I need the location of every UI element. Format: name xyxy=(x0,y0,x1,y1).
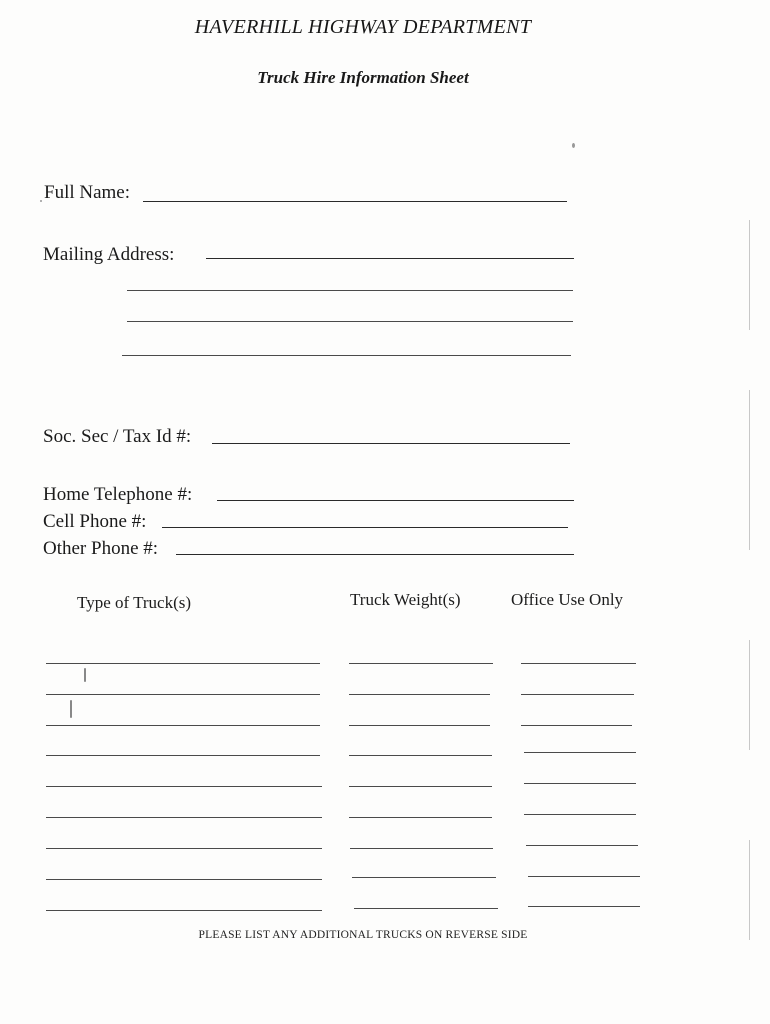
scan-speck xyxy=(40,200,42,202)
mailing-address-line-1[interactable] xyxy=(206,258,574,259)
type-of-truck-header: Type of Truck(s) xyxy=(77,593,192,612)
truck-weight-line[interactable] xyxy=(349,725,490,726)
mailing-address-line-3[interactable] xyxy=(127,321,573,322)
office-use-line[interactable] xyxy=(524,752,636,753)
full-name-line[interactable] xyxy=(143,201,567,202)
truck-weight-line[interactable] xyxy=(349,694,490,695)
additional-trucks-note: PLEASE LIST ANY ADDITIONAL TRUCKS ON REVERSE SIDE xyxy=(198,929,528,941)
cell-phone-line[interactable] xyxy=(162,527,568,528)
mailing-address-line-4[interactable] xyxy=(122,355,571,356)
office-use-line[interactable] xyxy=(528,876,640,877)
full-name-label: Full Name: xyxy=(44,182,131,203)
truck-type-line[interactable] xyxy=(46,879,322,880)
form-subtitle: Truck Hire Information Sheet xyxy=(257,68,469,87)
office-use-line[interactable] xyxy=(521,694,634,695)
department-title: HAVERHILL HIGHWAY DEPARTMENT xyxy=(194,16,532,38)
scan-speck xyxy=(572,143,575,148)
other-phone-label: Other Phone #: xyxy=(43,538,159,559)
office-use-line[interactable] xyxy=(524,783,636,784)
office-use-line[interactable] xyxy=(521,663,636,664)
scan-edge-mark xyxy=(749,840,750,940)
truck-type-line[interactable] xyxy=(46,755,320,756)
other-phone-line[interactable] xyxy=(176,554,574,555)
truck-weight-line[interactable] xyxy=(350,848,493,849)
mailing-address-line-2[interactable] xyxy=(127,290,573,291)
office-use-line[interactable] xyxy=(521,725,632,726)
home-phone-label: Home Telephone #: xyxy=(43,484,193,505)
truck-type-line[interactable] xyxy=(46,817,322,818)
scan-edge-mark xyxy=(749,640,750,750)
scan-edge-mark xyxy=(749,220,750,330)
truck-type-line[interactable] xyxy=(46,786,322,787)
truck-type-line[interactable] xyxy=(46,663,320,664)
home-phone-line[interactable] xyxy=(217,500,574,501)
truck-weight-header: Truck Weight(s) xyxy=(350,590,461,609)
scan-speck xyxy=(84,668,86,682)
office-use-line[interactable] xyxy=(528,906,640,907)
truck-weight-line[interactable] xyxy=(354,908,498,909)
office-use-header: Office Use Only xyxy=(511,590,624,609)
truck-weight-line[interactable] xyxy=(349,817,492,818)
truck-weight-line[interactable] xyxy=(349,786,492,787)
scan-speck xyxy=(70,700,72,718)
truck-weight-line[interactable] xyxy=(352,877,496,878)
truck-weight-line[interactable] xyxy=(349,663,493,664)
cell-phone-label: Cell Phone #: xyxy=(43,511,147,532)
truck-type-line[interactable] xyxy=(46,694,320,695)
office-use-line[interactable] xyxy=(524,814,636,815)
office-use-line[interactable] xyxy=(526,845,638,846)
tax-id-line[interactable] xyxy=(212,443,570,444)
truck-type-line[interactable] xyxy=(46,725,320,726)
scan-edge-mark xyxy=(749,390,750,550)
truck-type-line[interactable] xyxy=(46,910,322,911)
truck-weight-line[interactable] xyxy=(349,755,492,756)
mailing-address-label: Mailing Address: xyxy=(43,244,175,265)
truck-type-line[interactable] xyxy=(46,848,322,849)
tax-id-label: Soc. Sec / Tax Id #: xyxy=(43,426,192,447)
